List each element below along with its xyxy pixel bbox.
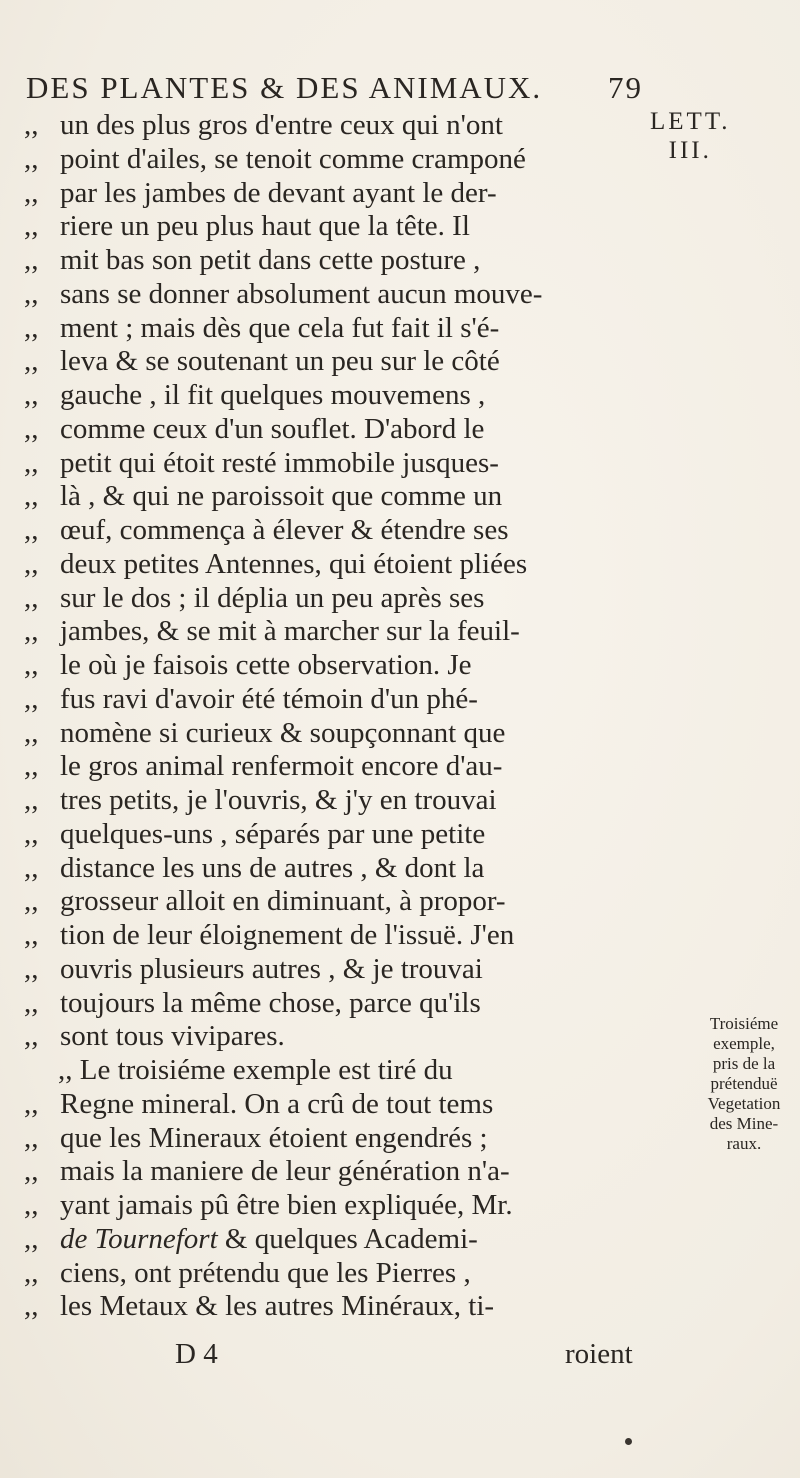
margin-note-line: raux. [726, 1134, 762, 1153]
text-line: point d'ailes, se tenoit comme cramponé [60, 143, 526, 175]
text-line: distance les uns de autres , & dont la [60, 852, 485, 884]
text-line: sont tous vivipares. [60, 1020, 285, 1052]
quote-mark: ,, [24, 784, 39, 816]
text-line: œuf, commença à élever & étendre ses [60, 514, 509, 546]
quote-mark: ,, [24, 885, 39, 917]
text-line: sur le dos ; il déplia un peu après ses [60, 582, 485, 614]
quote-mark: ,, [24, 210, 39, 242]
text-line [60, 1222, 478, 1256]
letter-label [650, 107, 730, 165]
text-line: ciens, ont prétendu que les Pierres , [60, 1257, 471, 1289]
running-title: DES PLANTES & DES ANIMAUX. [26, 70, 543, 105]
text-line: comme ceux d'un souflet. D'abord le [60, 413, 485, 445]
ink-dot [625, 1438, 632, 1445]
page-number: 79 [608, 70, 643, 105]
margin-note-line: des Mine- [709, 1114, 779, 1133]
letter-label-number: III. [668, 137, 712, 164]
margin-note-line: exemple, [713, 1034, 775, 1053]
text-line: nomène si curieux & soupçonnant que [60, 717, 506, 749]
quote-mark: ,, [24, 548, 39, 580]
text-line: quelques-uns , séparés par une petite [60, 818, 486, 850]
quote-mark: ,, [24, 1020, 39, 1052]
text-line: tion de leur éloignement de l'issuë. J'en [60, 919, 515, 951]
quote-mark: ,, [24, 649, 39, 681]
text-line: fus ravi d'avoir été témoin d'un phé- [60, 683, 478, 715]
quote-mark: ,, [24, 852, 39, 884]
text-line: ,, Le troisiéme exemple est tiré du [58, 1054, 453, 1086]
quote-mark: ,, [24, 1290, 39, 1322]
text-line: sans se donner absolument aucun mouve- [60, 278, 543, 310]
italic-name: de Tournefort [60, 1223, 218, 1255]
text-line: ouvris plusieurs autres , & je trouvai [60, 953, 483, 985]
signature-mark: D 4 [175, 1338, 218, 1370]
margin-note-line: Troisiéme [709, 1014, 779, 1033]
text-line: Regne mineral. On a crû de tout tems [60, 1088, 494, 1120]
text-line: mit bas son petit dans cette posture , [60, 244, 481, 276]
quote-mark: ,, [24, 717, 39, 749]
quote-mark: ,, [24, 750, 39, 782]
quote-mark: ,, [24, 1223, 39, 1255]
text-after-name: & quelques Academi- [217, 1223, 478, 1255]
text-line: ment ; mais dès que cela fut fait il s'é- [60, 312, 500, 344]
margin-note-line: prétenduë [710, 1074, 778, 1093]
quote-mark: ,, [24, 514, 39, 546]
quote-mark: ,, [24, 615, 39, 647]
quote-mark: ,, [24, 1155, 39, 1187]
quote-mark: ,, [24, 953, 39, 985]
quote-mark: ,, [24, 379, 39, 411]
quote-mark: ,, [24, 413, 39, 445]
text-line: leva & se soutenant un peu sur le côté [60, 345, 500, 377]
quote-mark: ,, [24, 244, 39, 276]
text-line: le gros animal renfermoit encore d'au- [60, 750, 503, 782]
text-line: un des plus gros d'entre ceux qui n'ont [60, 109, 503, 141]
text-line: mais la maniere de leur génération n'a- [60, 1155, 510, 1187]
text-line: par les jambes de devant ayant le der- [60, 177, 497, 209]
catchword: roient [565, 1338, 633, 1370]
quote-mark: ,, [24, 987, 39, 1019]
quote-mark: ,, [24, 109, 39, 141]
quote-mark: ,, [24, 447, 39, 479]
text-line: jambes, & se mit à marcher sur la feuil- [60, 615, 520, 647]
quote-mark: ,, [24, 480, 39, 512]
text-line: toujours la même chose, parce qu'ils [60, 987, 481, 1019]
quote-mark: ,, [24, 1088, 39, 1120]
running-head [26, 70, 643, 106]
quote-mark: ,, [24, 818, 39, 850]
text-line: gauche , il fit quelques mouvemens , [60, 379, 486, 411]
margin-note [692, 1014, 796, 1154]
text-line: là , & qui ne paroissoit que comme un [60, 480, 503, 512]
quote-mark: ,, [24, 1257, 39, 1289]
text-line: les Metaux & les autres Minéraux, ti- [60, 1290, 495, 1322]
text-line: deux petites Antennes, qui étoient pliées [60, 548, 528, 580]
text-line: tres petits, je l'ouvris, & j'y en trouvai [60, 784, 497, 816]
quote-mark: ,, [24, 312, 39, 344]
quote-mark: ,, [24, 919, 39, 951]
margin-note-line: pris de la [712, 1054, 776, 1073]
margin-note-line: Vegetation [707, 1094, 781, 1113]
text-line: petit qui étoit resté immobile jusques- [60, 447, 499, 479]
text-line: yant jamais pû être bien expliquée, Mr. [60, 1189, 513, 1221]
quote-mark: ,, [24, 345, 39, 377]
quote-mark: ,, [24, 278, 39, 310]
text-line: grosseur alloit en diminuant, à propor- [60, 885, 506, 917]
quote-mark: ,, [24, 582, 39, 614]
text-line: que les Mineraux étoient engendrés ; [60, 1122, 488, 1154]
quote-mark: ,, [24, 683, 39, 715]
quote-mark: ,, [24, 1122, 39, 1154]
quote-mark: ,, [24, 143, 39, 175]
text-line: le où je faisois cette observation. Je [60, 649, 472, 681]
letter-label-word: LETT. [650, 108, 731, 135]
quote-mark: ,, [24, 1189, 39, 1221]
quote-mark: ,, [24, 177, 39, 209]
text-line: riere un peu plus haut que la tête. Il [60, 210, 470, 242]
